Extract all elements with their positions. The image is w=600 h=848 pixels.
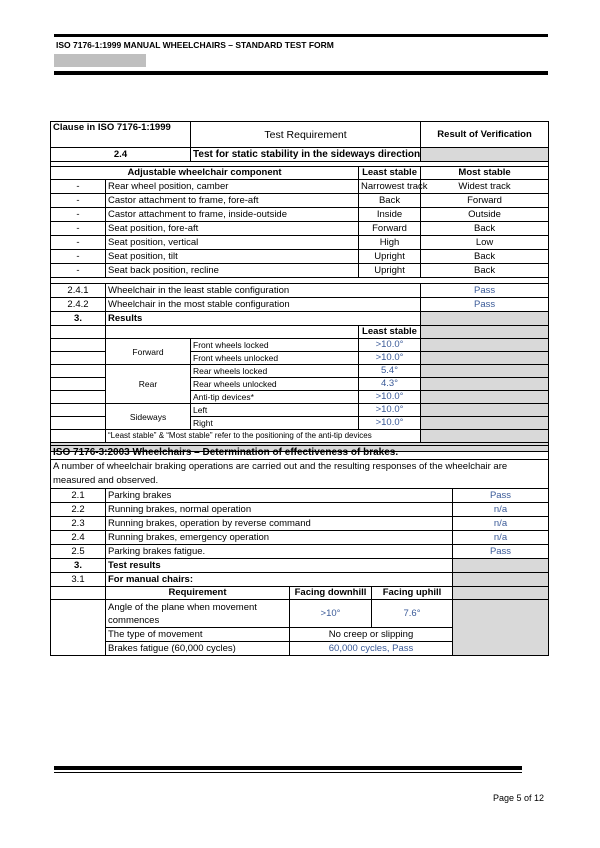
table-row: - Seat back position, recline Upright Back	[51, 264, 549, 278]
table-row: 2.4 Running brakes, emergency operation n/a	[51, 531, 549, 545]
table-row: Right >10.0°	[51, 417, 549, 430]
table-row: 2.4.2 Wheelchair in the most stable configuration Pass	[51, 298, 549, 312]
table-row: - Seat position, vertical High Low	[51, 236, 549, 250]
group-sideways: Sideways	[106, 404, 191, 430]
table-row: - Seat position, tilt Upright Back	[51, 250, 549, 264]
adjust-header-component: Adjustable wheelchair component	[51, 167, 359, 180]
clause-header: Clause in ISO 7176-1:1999	[51, 122, 191, 148]
stability-table: Clause in ISO 7176-1:1999 Test Requirement Result of Verification 2.4 Test for static stability in the sideways direction Adjustable wheelchair component Least stable Most stable - Rear wheel position, camber Narrowest track Widest track - Castor attachment to frame, fore-aft Back Forward - Castor attachment to frame, inside-outside Inside Outside - Seat position, fore-aft Forward Back - Seat position, vertical High Low - Seat position, tilt Upright Back - Seat back position, recline Upright Back 2.4.1 Wheelchair in the least stable configuration Pass 2.4.2 Wheelchair in the most stable configuration Pass 3. Results Least stable Forward Front wheels locked >10.0° Front wheels unlocked >10.0° Rear Rear wheels locked 5.4° Rear wheels unlocked 4.3° Anti-tip devices* >10.0° Sideways Left >10.0° Right >10.0° “Least stable” & “Most stable” refer to the positioning of the anti-tip devices	[50, 121, 549, 452]
table-row: Rear Rear wheels locked 5.4°	[51, 365, 549, 378]
result-header: Result of Verification	[421, 122, 549, 148]
anti-tip-note: “Least stable” & “Most stable” refer to the positioning of the anti-tip devices	[106, 430, 421, 443]
result-pass: Pass	[421, 298, 549, 312]
table-row: - Seat position, fore-aft Forward Back	[51, 222, 549, 236]
clause-title: Test for static stability in the sideways direction	[191, 148, 421, 162]
uphill-header: Facing uphill	[372, 587, 453, 600]
req-header: Requirement	[106, 587, 290, 600]
table-row: - Castor attachment to frame, fore-aft Back Forward	[51, 194, 549, 208]
document-title: ISO 7176-1:1999 MANUAL WHEELCHAIRS – STANDARD TEST FORM	[56, 40, 334, 50]
group-rear: Rear	[106, 365, 191, 404]
table-row: Sideways Left >10.0°	[51, 404, 549, 417]
clause-number: 2.4	[51, 148, 191, 162]
table-row: - Rear wheel position, camber Narrowest track Widest track	[51, 180, 549, 194]
table-row: 2.4.1 Wheelchair in the least stable configuration Pass	[51, 284, 549, 298]
test-results-heading: Test results	[106, 559, 453, 573]
footer-rule	[54, 772, 522, 773]
brakes-table: ISO 7176-3:2003 Wheelchairs – Determination of effectiveness of brakes. A number of wheelchair braking operations are carried out and the resulting responses of the wheelchair are measured and observed. 2.1 Parking brakes Pass 2.2 Running brakes, normal operation n/a 2.3 Running brakes, operation by reverse command n/a 2.4 Running brakes, emergency operation n/a 2.5 Parking brakes fatigue. Pass 3. Test results 3.1 For manual chairs: Requirement Facing downhill Facing uphill Angle of the plane when movement commences >10° 7.6° The type of movement No creep or slipping Brakes fatigue (60,000 cycles) 60,000 cycles, Pass	[50, 445, 549, 656]
header-rule-thick	[54, 71, 548, 75]
table-row: Brakes fatigue (60,000 cycles) 60,000 cycles, Pass	[51, 642, 549, 656]
table-row: 2.1 Parking brakes Pass	[51, 489, 549, 503]
brakes-title: ISO 7176-3:2003 Wheelchairs – Determination of effectiveness of brakes.	[51, 446, 549, 460]
table-row: Front wheels unlocked >10.0°	[51, 352, 549, 365]
table-row: Rear wheels unlocked 4.3°	[51, 378, 549, 391]
table-row: The type of movement No creep or slipping	[51, 628, 549, 642]
table-row: 2.3 Running brakes, operation by reverse command n/a	[51, 517, 549, 531]
results-col-least: Least stable	[359, 326, 421, 339]
downhill-header: Facing downhill	[290, 587, 372, 600]
redacted-block	[54, 54, 146, 67]
table-row: - Castor attachment to frame, inside-outside Inside Outside	[51, 208, 549, 222]
page-number: Page 5 of 12	[492, 793, 544, 803]
adjust-header-most: Most stable	[421, 167, 549, 180]
table-row: Forward Front wheels locked >10.0°	[51, 339, 549, 352]
table-row: Anti-tip devices* >10.0°	[51, 391, 549, 404]
results-heading: Results	[106, 312, 421, 326]
table-row: 2.2 Running brakes, normal operation n/a	[51, 503, 549, 517]
table-row: Angle of the plane when movement commences >10° 7.6°	[51, 600, 549, 628]
group-forward: Forward	[106, 339, 191, 365]
manual-chairs-heading: For manual chairs:	[106, 573, 453, 587]
adjust-header-least: Least stable	[359, 167, 421, 180]
result-pass: Pass	[421, 284, 549, 298]
footer-rule-thick	[54, 766, 522, 770]
brakes-intro: A number of wheelchair braking operations are carried out and the resulting responses of the wheelchair are measured and observed.	[51, 460, 549, 489]
requirement-header: Test Requirement	[191, 122, 421, 148]
table-row: 2.5 Parking brakes fatigue. Pass	[51, 545, 549, 559]
header-rule	[54, 34, 548, 37]
